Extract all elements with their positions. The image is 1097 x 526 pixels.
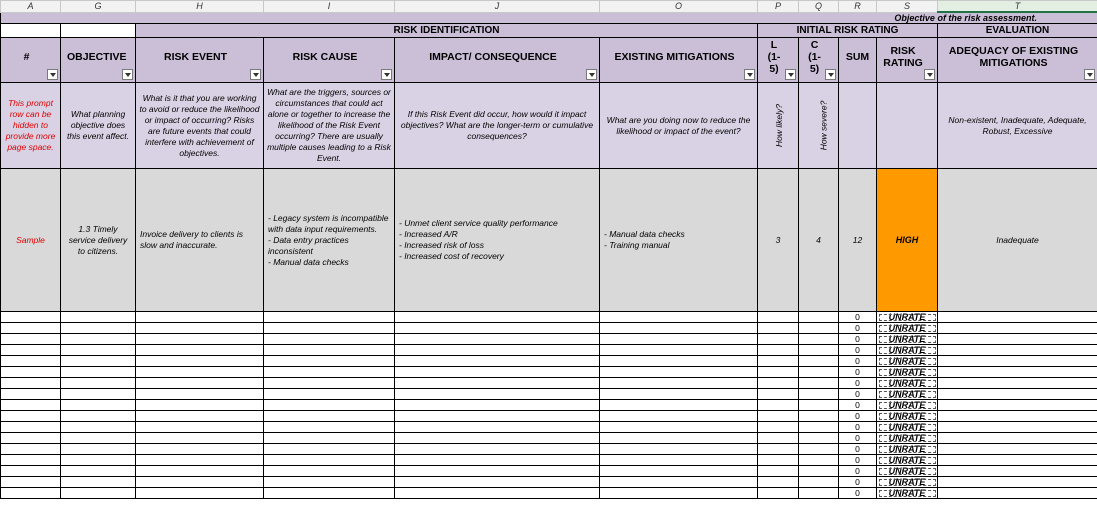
sum-cell[interactable]: 0 [839,433,877,444]
risk-rating-cell[interactable]: UNRATE [877,334,938,345]
cell-text: What are you doing now to reduce the likelihood or impact of the event? [606,114,751,136]
group-initial-risk-rating[interactable]: INITIAL RISK RATING [758,24,938,38]
cell[interactable] [799,444,839,455]
cell[interactable] [136,356,264,367]
cell[interactable] [600,378,758,389]
cell[interactable] [395,323,600,334]
group-blank[interactable] [1,24,61,38]
cell[interactable] [938,488,1097,499]
header-label: OBJECTIVE [67,51,127,63]
cell-text: If this Risk Event did occur, how would it impact objectives? What are the longer-term or cumulative consequences? [400,109,594,141]
cell[interactable] [264,367,395,378]
cell-text: What are the triggers, sources or circumstances that could act alone or together to increase the likelihood of the Risk Event occurring? There are usually multiple causes leading to a Risk Event. [267,87,391,163]
table-row [1,411,1097,422]
table-row [1,389,1097,400]
sample-consequence[interactable]: 4 [799,169,839,312]
cell[interactable] [938,334,1097,345]
cell-text: - Unmet client service quality performance - Increased A/R - Increased risk of loss - Increased cost of recovery [399,218,558,261]
cell[interactable] [938,422,1097,433]
header-label: ADEQUACY OF EXISTING MITIGATIONS [948,45,1079,69]
header-label: C (1-5) [808,39,821,75]
table-row [1,345,1097,356]
cell[interactable] [1,488,61,499]
cell[interactable] [1,367,61,378]
table-row [1,378,1097,389]
cell[interactable] [136,400,264,411]
cell[interactable] [600,433,758,444]
filter-dropdown-icon[interactable] [250,69,261,80]
header-num[interactable] [1,38,61,83]
cell[interactable] [136,312,264,323]
sample-risk-event[interactable] [136,169,264,312]
prompt-risk-cause[interactable] [264,83,395,169]
cell[interactable] [395,488,600,499]
risk-rating-cell[interactable]: UNRATE [877,312,938,323]
table-row [1,367,1097,378]
sum-cell[interactable]: 0 [839,378,877,389]
cell[interactable] [61,345,136,356]
risk-rating-cell[interactable]: UNRATE [877,378,938,389]
table-row [1,444,1097,455]
prompt-likelihood[interactable] [758,83,799,169]
cell[interactable] [136,455,264,466]
cell[interactable] [61,400,136,411]
cell[interactable] [758,444,799,455]
sum-cell[interactable]: 0 [839,334,877,345]
header-mitigations[interactable] [600,38,758,83]
cell[interactable] [799,411,839,422]
header-label: RISK EVENT [163,51,227,63]
cell[interactable] [1,466,61,477]
cell[interactable] [395,455,600,466]
filter-dropdown-icon[interactable] [785,69,796,80]
risk-rating-cell[interactable]: UNRATE [877,345,938,356]
sum-cell[interactable]: 0 [839,444,877,455]
cell[interactable] [1,389,61,400]
sum-cell[interactable]: 0 [839,400,877,411]
cell[interactable] [61,466,136,477]
cell[interactable] [395,466,600,477]
cell[interactable] [395,378,600,389]
cell[interactable] [395,400,600,411]
filter-dropdown-icon[interactable] [1084,69,1095,80]
cell[interactable] [395,389,600,400]
cell[interactable] [1,477,61,488]
sample-adequacy[interactable]: Inadequate [938,169,1097,312]
cell-text: - Legacy system is incompatible with data input requirements. - Data entry practices inconsistent - Manual data checks [268,212,389,267]
cell[interactable] [758,378,799,389]
header-impact[interactable] [395,38,600,83]
cell[interactable] [758,356,799,367]
column-letter-header [1,1,1097,13]
cell[interactable] [264,400,395,411]
filter-dropdown-icon[interactable] [381,69,392,80]
cell[interactable] [938,312,1097,323]
prompt-row [1,83,1097,169]
filter-dropdown-icon[interactable] [122,69,133,80]
cell[interactable] [938,455,1097,466]
sum-cell[interactable]: 0 [839,488,877,499]
risk-rating-cell[interactable]: UNRATE [877,389,938,400]
table-row [1,356,1097,367]
column-letter[interactable]: S [877,1,938,13]
sample-num[interactable]: Sample [1,169,61,312]
cell[interactable] [799,400,839,411]
column-letter[interactable]: J [395,1,600,13]
table-row [1,312,1097,323]
cell[interactable] [758,389,799,400]
cell[interactable] [395,422,600,433]
column-letter-selected[interactable]: T [938,1,1097,13]
cell[interactable] [61,334,136,345]
header-risk-rating[interactable] [877,38,938,83]
cell[interactable] [600,455,758,466]
cell[interactable] [758,422,799,433]
cell[interactable] [395,367,600,378]
cell[interactable] [1,422,61,433]
cell[interactable] [136,444,264,455]
column-letter[interactable]: I [264,1,395,13]
cell[interactable] [600,488,758,499]
cell[interactable] [1,356,61,367]
column-letter[interactable]: O [600,1,758,13]
cell[interactable] [758,433,799,444]
cell-text: Invoice delivery to clients is slow and inaccurate. [140,229,243,250]
table-row [1,477,1097,488]
cell[interactable] [799,477,839,488]
cell[interactable] [61,323,136,334]
cell[interactable] [61,488,136,499]
column-letter[interactable]: H [136,1,264,13]
cell-text: Non-existent, Inadequate, Adequate, Robust, Excessive [948,114,1087,136]
cell[interactable] [61,433,136,444]
prompt-objective[interactable] [61,83,136,169]
cell[interactable] [758,334,799,345]
cell[interactable] [264,389,395,400]
sum-cell[interactable]: 0 [839,466,877,477]
cell[interactable] [799,312,839,323]
empty-rows [1,312,1097,499]
table-row [1,466,1097,477]
cell[interactable] [136,323,264,334]
cell[interactable] [1,334,61,345]
prompt-sum[interactable] [839,83,877,169]
column-header-row [1,38,1097,83]
cell[interactable] [136,389,264,400]
header-label: IMPACT/ CONSEQUENCE [429,51,557,63]
cell[interactable] [600,444,758,455]
risk-rating-cell[interactable]: UNRATE [877,411,938,422]
cell[interactable] [1,312,61,323]
sample-risk-cause[interactable] [264,169,395,312]
group-risk-identification[interactable]: RISK IDENTIFICATION [136,24,758,38]
cell[interactable] [264,334,395,345]
cell[interactable] [938,345,1097,356]
cell[interactable] [395,411,600,422]
cell[interactable] [1,323,61,334]
cell[interactable] [938,466,1097,477]
table-row [1,488,1097,499]
cell[interactable] [1,444,61,455]
cell[interactable] [395,312,600,323]
cell[interactable] [600,411,758,422]
cell[interactable] [264,323,395,334]
cell[interactable] [1,378,61,389]
cell[interactable] [799,422,839,433]
cell[interactable] [136,422,264,433]
cell[interactable] [600,477,758,488]
cell[interactable] [264,356,395,367]
cell[interactable] [799,466,839,477]
cell[interactable] [61,422,136,433]
cell[interactable] [799,455,839,466]
cell[interactable] [264,345,395,356]
cell[interactable] [938,433,1097,444]
cell[interactable] [600,367,758,378]
header-risk-event[interactable] [136,38,264,83]
cell[interactable] [758,477,799,488]
table-row [1,400,1097,411]
prompt-risk-rating[interactable] [877,83,938,169]
cell[interactable] [136,477,264,488]
filter-dropdown-icon[interactable] [924,69,935,80]
cell[interactable] [799,378,839,389]
header-adequacy[interactable] [938,38,1097,83]
risk-rating-cell[interactable]: UNRATE [877,356,938,367]
prompt-risk-event[interactable] [136,83,264,169]
cell[interactable] [61,477,136,488]
cell[interactable] [758,400,799,411]
cell[interactable] [799,488,839,499]
header-risk-cause[interactable] [264,38,395,83]
cell[interactable] [136,378,264,389]
sample-risk-rating[interactable]: HIGH [877,169,938,312]
sample-objective[interactable] [61,169,136,312]
cell[interactable] [600,356,758,367]
cell[interactable] [938,356,1097,367]
cell[interactable] [758,345,799,356]
header-label: L (1-5) [767,39,781,75]
cell[interactable] [61,312,136,323]
cell[interactable] [136,466,264,477]
sum-cell[interactable]: 0 [839,389,877,400]
cell[interactable] [758,367,799,378]
cell[interactable] [600,466,758,477]
cell[interactable] [938,367,1097,378]
cell[interactable] [395,433,600,444]
cell[interactable] [395,356,600,367]
cell[interactable] [758,323,799,334]
column-letter[interactable]: R [839,1,877,13]
risk-rating-cell[interactable]: UNRATE [877,433,938,444]
cell-text: This prompt row can be hidden to provide more page space. [5,98,56,152]
cell[interactable] [758,411,799,422]
cell[interactable] [1,455,61,466]
cell[interactable] [264,444,395,455]
sum-cell[interactable]: 0 [839,312,877,323]
cell[interactable] [1,433,61,444]
risk-rating-cell[interactable]: UNRATE [877,367,938,378]
cell[interactable] [395,334,600,345]
sum-cell[interactable]: 0 [839,477,877,488]
group-blank[interactable] [61,24,136,38]
cell[interactable] [136,334,264,345]
cell[interactable] [264,477,395,488]
filter-dropdown-icon[interactable] [47,69,58,80]
cell[interactable] [264,378,395,389]
header-consequence[interactable] [799,38,839,83]
cell[interactable] [600,345,758,356]
sum-cell[interactable]: 0 [839,455,877,466]
cell[interactable] [61,367,136,378]
cell[interactable] [799,356,839,367]
column-letter[interactable]: G [61,1,136,13]
cell[interactable] [938,411,1097,422]
risk-rating-cell[interactable]: UNRATE [877,455,938,466]
sum-cell[interactable]: 0 [839,323,877,334]
cell[interactable] [600,312,758,323]
cell[interactable] [938,400,1097,411]
prompt-adequacy[interactable] [938,83,1097,169]
cell[interactable] [758,312,799,323]
header-label: RISK CAUSE [292,51,358,63]
risk-rating-cell[interactable]: UNRATE [877,323,938,334]
prompt-mitigations[interactable] [600,83,758,169]
cell[interactable] [395,444,600,455]
cell[interactable] [61,389,136,400]
cell[interactable] [938,389,1097,400]
filter-dropdown-icon[interactable] [586,69,597,80]
cell-text: 1.3 Timely service delivery to citizens. [68,223,128,256]
header-label: EXISTING MITIGATIONS [614,51,735,63]
cell[interactable] [600,389,758,400]
header-sum[interactable] [839,38,877,83]
cell[interactable] [799,334,839,345]
cell[interactable] [600,334,758,345]
sample-sum[interactable]: 12 [839,169,877,312]
cell[interactable] [61,455,136,466]
cell[interactable] [136,433,264,444]
cell[interactable] [600,400,758,411]
header-label: RISK RATING [883,45,923,69]
cell[interactable] [758,455,799,466]
sample-likelihood[interactable]: 3 [758,169,799,312]
cell[interactable] [938,477,1097,488]
column-letter[interactable]: A [1,1,61,13]
cell[interactable] [136,411,264,422]
sum-cell[interactable]: 0 [839,422,877,433]
column-letter[interactable]: P [758,1,799,13]
group-header-row [1,24,1097,38]
prompt-num[interactable] [1,83,61,169]
cell[interactable] [395,477,600,488]
filter-dropdown-icon[interactable] [744,69,755,80]
sum-cell[interactable]: 0 [839,411,877,422]
sum-cell[interactable]: 0 [839,356,877,367]
cell[interactable] [264,312,395,323]
table-row [1,422,1097,433]
cell-text: How severe? [818,100,829,151]
cell[interactable] [1,411,61,422]
cell[interactable] [264,455,395,466]
cell[interactable] [395,345,600,356]
cell[interactable] [264,433,395,444]
cell[interactable] [938,444,1097,455]
cell[interactable] [600,422,758,433]
table-row [1,323,1097,334]
cell[interactable] [799,433,839,444]
cell[interactable] [938,378,1097,389]
cell[interactable] [799,345,839,356]
sum-cell[interactable]: 0 [839,345,877,356]
cell[interactable] [136,367,264,378]
cell[interactable] [136,345,264,356]
cell[interactable] [600,323,758,334]
risk-rating-cell[interactable]: UNRATE [877,400,938,411]
cell[interactable] [61,444,136,455]
sum-cell[interactable]: 0 [839,367,877,378]
cell[interactable] [1,400,61,411]
cell[interactable] [264,488,395,499]
cell[interactable] [264,422,395,433]
table-row [1,455,1097,466]
objective-banner-row [1,12,1097,24]
risk-rating-cell[interactable]: UNRATE [877,477,938,488]
cell[interactable] [758,466,799,477]
cell[interactable] [799,323,839,334]
group-evaluation[interactable]: EVALUATION [938,24,1097,38]
sample-impact[interactable] [395,169,600,312]
cell[interactable] [799,367,839,378]
cell-text: How likely? [774,104,784,147]
table-row [1,334,1097,345]
cell[interactable] [61,356,136,367]
cell[interactable] [264,411,395,422]
risk-rating-cell[interactable]: UNRATE [877,488,938,499]
risk-rating-cell[interactable]: UNRATE [877,466,938,477]
risk-rating-cell[interactable]: UNRATE [877,422,938,433]
cell[interactable] [758,488,799,499]
cell[interactable] [264,466,395,477]
header-objective[interactable] [61,38,136,83]
risk-rating-cell[interactable]: UNRATE [877,444,938,455]
header-label: SUM [845,51,870,63]
header-label: # [23,51,30,63]
sample-mitigations[interactable] [600,169,758,312]
objective-banner[interactable]: Objective of the risk assessment. [1,12,1097,24]
cell-text: What is it that you are working to avoid or reduce the likelihood or impact of occurring? Risks are future events that could interfere with achievement of objectives. [139,92,260,158]
cell[interactable] [61,378,136,389]
prompt-consequence[interactable] [799,83,839,169]
header-likelihood[interactable] [758,38,799,83]
cell[interactable] [136,488,264,499]
cell-text: What planning objective does this event affect. [67,109,129,141]
cell[interactable] [1,345,61,356]
cell-text: - Manual data checks - Training manual [604,229,685,250]
column-letter[interactable]: Q [799,1,839,13]
cell[interactable] [938,323,1097,334]
filter-dropdown-icon[interactable] [825,69,836,80]
cell[interactable] [799,389,839,400]
cell[interactable] [61,411,136,422]
sample-row [1,169,1097,312]
prompt-impact[interactable] [395,83,600,169]
table-row [1,433,1097,444]
